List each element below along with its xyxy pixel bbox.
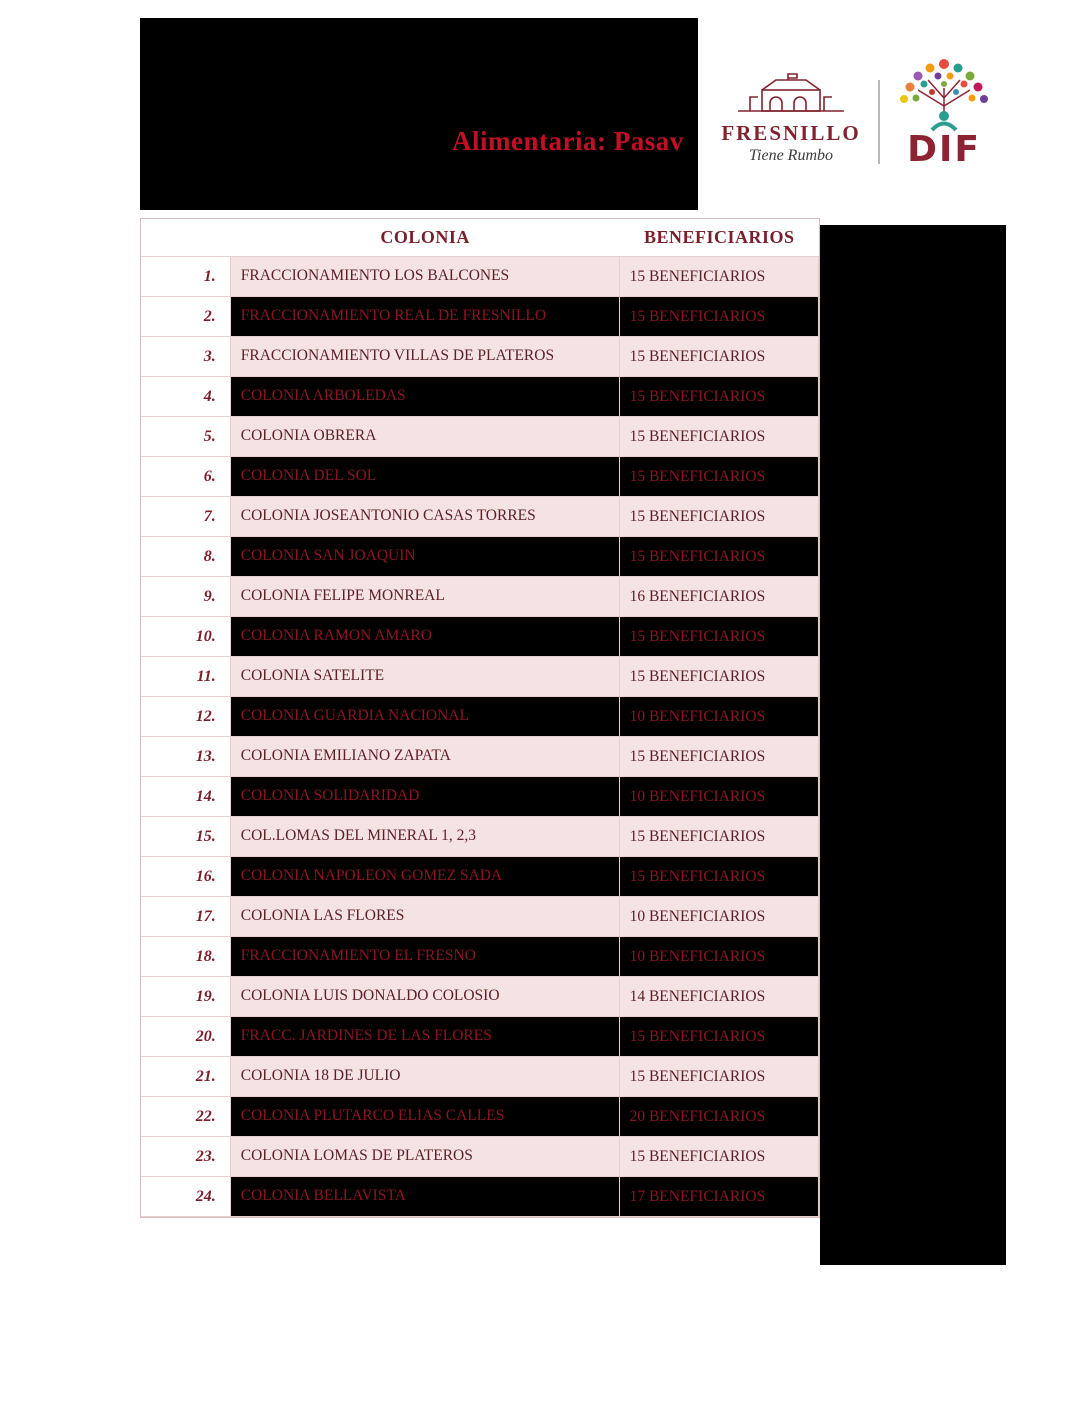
row-number-cell: 9.	[141, 577, 231, 617]
table-row	[141, 737, 819, 777]
row-number-cell: 10.	[141, 617, 231, 657]
colonia-text: COLONIA 18 DE JULIO	[240, 1067, 401, 1085]
colonia-text: COLONIA DEL SOL	[240, 467, 377, 485]
beneficiarios-cell: 15 BENEFICIARIOS	[620, 1137, 819, 1177]
row-number-cell: 4.	[141, 377, 231, 417]
table-row	[141, 817, 819, 857]
row-number-cell: 14.	[141, 777, 231, 817]
redacted-header-block	[140, 18, 698, 210]
beneficiarios-cell: 15 BENEFICIARIOS	[620, 377, 819, 417]
colonia-cell	[231, 897, 620, 937]
table-row	[141, 777, 819, 817]
row-number-cell: 17.	[141, 897, 231, 937]
beneficiarios-cell: 15 BENEFICIARIOS	[620, 1057, 819, 1097]
row-number-cell: 7.	[141, 497, 231, 537]
row-number-cell: 22.	[141, 1097, 231, 1137]
row-number-cell: 19.	[141, 977, 231, 1017]
colonia-text: FRACCIONAMIENTO REAL DE FRESNILLO	[240, 307, 547, 325]
colonia-text: COLONIA LAS FLORES	[240, 907, 405, 925]
dif-logo-text: DIF	[907, 129, 981, 170]
table-row	[141, 417, 819, 457]
beneficiarios-cell: 15 BENEFICIARIOS	[620, 297, 819, 337]
table-row	[141, 1017, 819, 1057]
table-row	[141, 537, 819, 577]
colonia-cell	[231, 1057, 620, 1097]
beneficiarios-cell: 15 BENEFICIARIOS	[620, 1017, 819, 1057]
table-row	[141, 1057, 819, 1097]
beneficiarios-cell: 20 BENEFICIARIOS	[620, 1097, 819, 1137]
table-row	[141, 1097, 819, 1137]
beneficiarios-cell: 10 BENEFICIARIOS	[620, 697, 819, 737]
colonia-text: COLONIA OBRERA	[240, 427, 377, 445]
colonia-text: COL.LOMAS DEL MINERAL 1, 2,3	[240, 827, 476, 845]
beneficiarios-cell: 15 BENEFICIARIOS	[620, 257, 819, 297]
colonia-cell	[231, 817, 620, 857]
table-row	[141, 617, 819, 657]
beneficiarios-cell: 14 BENEFICIARIOS	[620, 977, 819, 1017]
colonia-cell	[231, 257, 620, 297]
colonia-text: FRACCIONAMIENTO EL FRESNO	[240, 947, 476, 965]
beneficiarios-cell: 15 BENEFICIARIOS	[620, 737, 819, 777]
beneficiarios-cell: 15 BENEFICIARIOS	[620, 337, 819, 377]
beneficiarios-cell: 15 BENEFICIARIOS	[620, 457, 819, 497]
row-number-cell: 1.	[141, 257, 231, 297]
colonia-cell	[231, 337, 620, 377]
colonia-cell	[231, 977, 620, 1017]
table-row	[141, 257, 819, 297]
colonia-cell	[231, 577, 620, 617]
table-row	[141, 657, 819, 697]
colonia-cell	[231, 777, 620, 817]
row-number-cell: 21.	[141, 1057, 231, 1097]
colonia-text: COLONIA PLUTARCO ELIAS CALLES	[240, 1107, 505, 1125]
colonia-text: COLONIA NAPOLEON GOMEZ SADA	[240, 867, 503, 885]
colonia-text: FRACC. JARDINES DE LAS FLORES	[240, 1027, 492, 1045]
table-row	[141, 337, 819, 377]
row-number-cell: 8.	[141, 537, 231, 577]
colonia-text: COLONIA GUARDIA NACIONAL	[240, 707, 469, 725]
row-number-cell: 2.	[141, 297, 231, 337]
table-body	[141, 257, 819, 1217]
beneficiarios-cell: 10 BENEFICIARIOS	[620, 897, 819, 937]
colonia-text: COLONIA SAN JOAQUIN	[240, 547, 416, 565]
row-number-cell: 5.	[141, 417, 231, 457]
colonia-text: COLONIA BELLAVISTA	[240, 1187, 406, 1205]
colonia-cell	[231, 297, 620, 337]
column-header-colonia: COLONIA	[380, 227, 470, 247]
colonia-cell	[231, 497, 620, 537]
table-row	[141, 697, 819, 737]
colonia-cell	[231, 737, 620, 777]
beneficiarios-cell: 15 BENEFICIARIOS	[620, 857, 819, 897]
row-number-cell: 13.	[141, 737, 231, 777]
colonia-cell	[231, 417, 620, 457]
table-row	[141, 897, 819, 937]
table-row	[141, 377, 819, 417]
logo-divider	[878, 80, 880, 164]
colonia-cell	[231, 537, 620, 577]
colonia-cell	[231, 697, 620, 737]
fresnillo-logo-text: FRESNILLO	[721, 121, 861, 145]
colonia-cell	[231, 1177, 620, 1217]
dif-tree-icon	[888, 54, 1000, 140]
beneficiarios-cell: 15 BENEFICIARIOS	[620, 817, 819, 857]
table-row	[141, 977, 819, 1017]
colonia-cell	[231, 657, 620, 697]
colonia-cell	[231, 857, 620, 897]
beneficiarios-cell: 15 BENEFICIARIOS	[620, 617, 819, 657]
colonia-cell	[231, 377, 620, 417]
colonia-cell	[231, 937, 620, 977]
beneficiarios-cell: 15 BENEFICIARIOS	[620, 417, 819, 457]
colonia-text: COLONIA RAMON AMARO	[240, 627, 432, 645]
colonia-text: FRACCIONAMIENTO VILLAS DE PLATEROS	[240, 347, 555, 365]
colonia-text: COLONIA EMILIANO ZAPATA	[240, 747, 451, 765]
beneficiarios-cell: 15 BENEFICIARIOS	[620, 657, 819, 697]
table-row	[141, 1177, 819, 1217]
colonia-text: COLONIA SOLIDARIDAD	[240, 787, 420, 805]
colonia-text: COLONIA SATELITE	[240, 667, 385, 685]
document-title: Alimentaria: Pasav	[452, 126, 684, 156]
table-row	[141, 297, 819, 337]
colonia-cell	[231, 457, 620, 497]
row-number-cell: 12.	[141, 697, 231, 737]
fresnillo-monument-icon	[730, 72, 852, 114]
colonia-text: COLONIA FELIPE MONREAL	[240, 587, 445, 605]
table-row	[141, 577, 819, 617]
table-header-row	[141, 219, 819, 257]
table-row	[141, 937, 819, 977]
redacted-side-block	[820, 225, 1006, 1265]
row-number-cell: 15.	[141, 817, 231, 857]
colonia-cell	[231, 1097, 620, 1137]
row-number-cell: 3.	[141, 337, 231, 377]
table-row	[141, 497, 819, 537]
row-number-cell: 11.	[141, 657, 231, 697]
colonia-cell	[231, 1137, 620, 1177]
table-row	[141, 1137, 819, 1177]
beneficiaries-table	[140, 218, 820, 1218]
colonia-text: COLONIA JOSEANTONIO CASAS TORRES	[240, 507, 536, 525]
beneficiarios-cell: 17 BENEFICIARIOS	[620, 1177, 819, 1217]
colonia-text: FRACCIONAMIENTO LOS BALCONES	[240, 267, 510, 285]
row-number-cell: 24.	[141, 1177, 231, 1217]
row-number-cell: 16.	[141, 857, 231, 897]
colonia-cell	[231, 617, 620, 657]
beneficiarios-cell: 15 BENEFICIARIOS	[620, 537, 819, 577]
fresnillo-tagline: Tiene Rumbo	[749, 147, 833, 164]
table-row	[141, 457, 819, 497]
beneficiarios-cell: 16 BENEFICIARIOS	[620, 577, 819, 617]
row-number-cell: 20.	[141, 1017, 231, 1057]
column-header-beneficiarios: BENEFICIARIOS	[644, 227, 795, 247]
colonia-text: COLONIA ARBOLEDAS	[240, 387, 406, 405]
colonia-cell	[231, 1017, 620, 1057]
colonia-text: COLONIA LOMAS DE PLATEROS	[240, 1147, 473, 1165]
fresnillo-logo	[710, 72, 872, 165]
row-number-cell: 6.	[141, 457, 231, 497]
table-row	[141, 857, 819, 897]
row-number-cell: 23.	[141, 1137, 231, 1177]
colonia-text: COLONIA LUIS DONALDO COLOSIO	[240, 987, 500, 1005]
dif-logo	[888, 54, 1000, 170]
beneficiarios-cell: 10 BENEFICIARIOS	[620, 937, 819, 977]
beneficiarios-cell: 15 BENEFICIARIOS	[620, 497, 819, 537]
beneficiarios-cell: 10 BENEFICIARIOS	[620, 777, 819, 817]
row-number-cell: 18.	[141, 937, 231, 977]
